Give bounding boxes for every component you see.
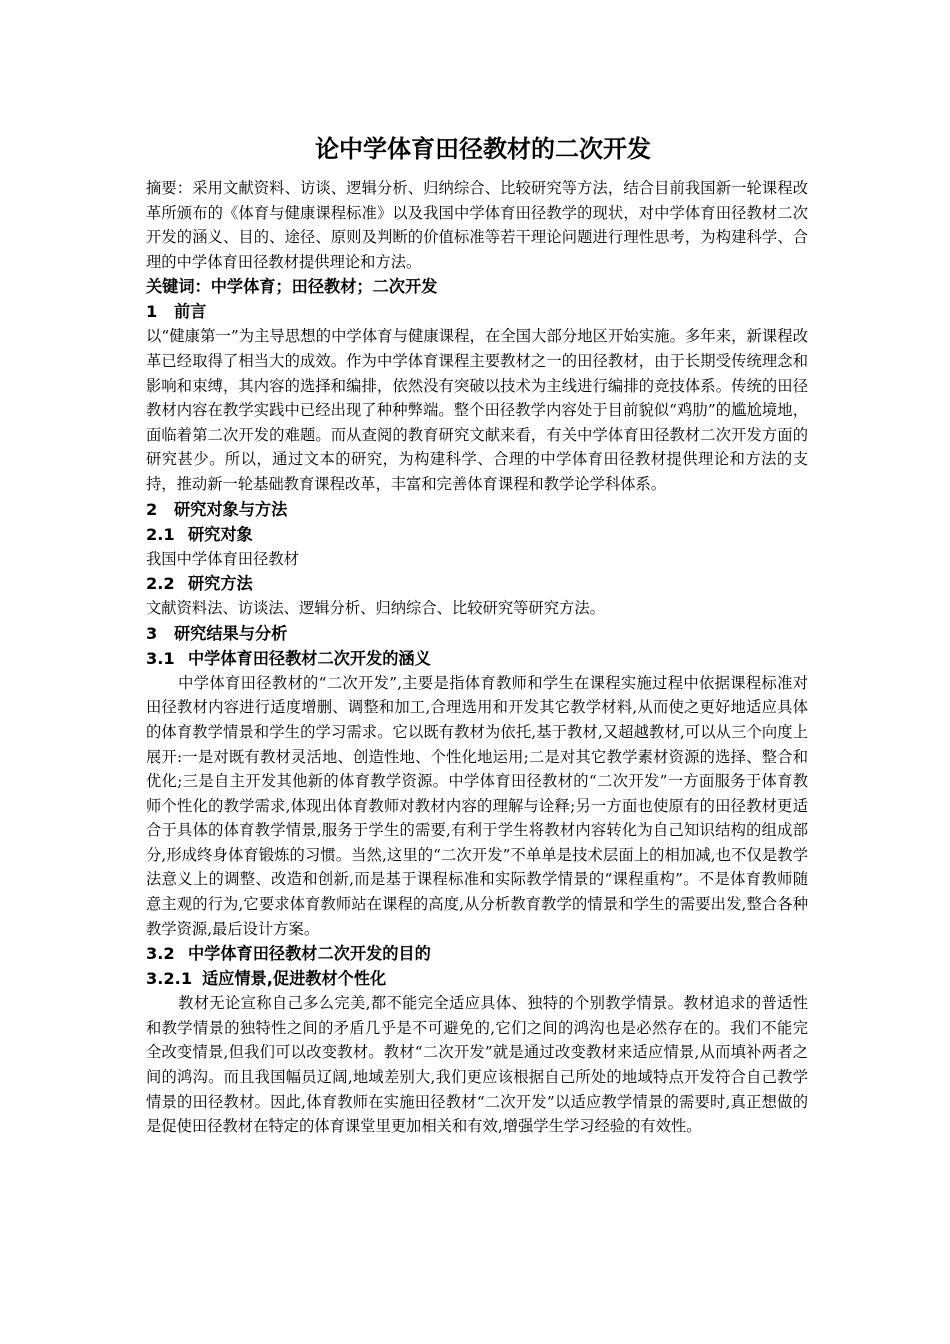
section-number: 3.2.1 (146, 969, 193, 989)
section-title: 适应情景,促进教材个性化 (202, 969, 387, 989)
section-2-2-heading (146, 571, 808, 596)
section-2-2-text: 文献资料法、访谈法、逻辑分析、归纳综合、比较研究等研究方法。 (146, 599, 605, 618)
section-title: 中学体育田径教材二次开发的目的 (188, 944, 431, 964)
section-3-2-1-heading (146, 966, 808, 991)
section-title: 研究对象 (188, 524, 253, 544)
section-2-1-text: 我国中学体育田径教材 (146, 549, 299, 568)
abstract: 摘要：采用文献资料、访谈、逻辑分析、归纳综合、比较研究等方法，结合目前我国新一轮课程改革所颁布的《体育与健康课程标准》以及我国中学体育田径教学的现状，对中学体育田径教材二次开发的涵义、目的、途径、原则及判断的价值标准等若干理论问题进行理性思考，为构建科学、合理的中学体育田径教材提供理论和方法。 (146, 179, 808, 271)
section-3-1-heading (146, 646, 808, 671)
section-title: 前言 (174, 302, 207, 322)
section-title: 研究结果与分析 (174, 623, 288, 643)
section-2-1-heading (146, 522, 808, 547)
section-number: 2.2 (146, 574, 175, 594)
section-title: 研究对象与方法 (174, 499, 288, 519)
document-body (146, 126, 808, 1139)
section-1-heading (146, 299, 808, 324)
section-number: 3.2 (146, 944, 175, 964)
section-number: 3.1 (146, 648, 175, 668)
section-3-2-1-text: 教材无论宣称自己多么完美,都不能完全适应具体、独特的个别教学情景。教材追求的普适性和教学情景的独特性之间的矛盾几乎是不可避免的,它们之间的鸿沟也是必然存在的。我们不能完全改变情景,但我们可以改变教材。教材“二次开发”就是通过改变教材来适应情景,从而填补两者之间的鸿沟。而且我国幅员辽阔,地域差别大,我们更应该根据自己所处的地域特点开发符合自己教学情景的田径教材。因此,体育教师在实施田径教材“二次开发”以适应教学情景的需要时,真正想做的是促使田径教材在特定的体育课堂里更加相关和有效,增强学生学习经验的有效性。 (146, 994, 808, 1136)
section-3-2-heading (146, 941, 808, 966)
section-1-text: 以“健康第一”为主导思想的中学体育与健康课程，在全国大部分地区开始实施。多年来，新课程改革已经取得了相当大的成效。作为中学体育课程主要教材之一的田径教材，由于长期受传统理念和影响和束缚，其内容的选择和编排，依然没有突破以技术为主线进行编排的竞技体系。传统的田径教材内容在教学实践中已经出现了种种弊端。整个田径教学内容处于目前貌似“鸡肋”的尴尬境地，面临着第二次开发的难题。而从查阅的教育研究文献来看，有关中学体育田径教材二次开发方面的研究甚少。所以，通过文本的研究，为构建科学、合理的中学体育田径教材提供理论和方法的支持，推动新一轮基础教育课程改革，丰富和完善体育课程和教学论学科体系。 (146, 327, 808, 493)
section-3-1-text: 中学体育田径教材的“二次开发”,主要是指体育教师和学生在课程实施过程中依据课程标准对田径教材内容进行适度增删、调整和加工,合理选用和开发其它教学材料,从而使之更好地适应具体的体育教学情景和学生的学习需求。它以既有教材为依托,基于教材,又超越教材,可以从三个向度上展开:一是对既有教材灵活地、创造性地、个性化地运用;二是对其它教学素材资源的选择、整合和优化;三是自主开发其他新的体育教学资源。中学体育田径教材的“二次开发”一方面服务于体育教师个性化的教学需求,体现出体育教师对教材内容的理解与诠释;另一方面也使原有的田径教材更适合于具体的体育教学情景,服务于学生的需要,有利于学生将教材内容转化为自己知识结构的组成部分,形成终身体育锻炼的习惯。当然,这里的“二次开发”不单单是技术层面上的相加减,也不仅是教学法意义上的调整、改造和创新,而是基于课程标准和实际教学情景的“课程重构”。不是体育教师随意主观的行为,它要求体育教师站在课程的高度,从分析教育教学的情景和学生的需要出发,整合各种教学资源,最后设计方案。 (146, 673, 808, 938)
section-3-heading (146, 621, 808, 646)
document-title: 论中学体育田径教材的二次开发 (315, 135, 651, 163)
keywords: 关键词：中学体育；田径教材；二次开发 (146, 277, 438, 297)
section-number: 2.1 (146, 524, 175, 544)
section-title: 研究方法 (188, 574, 253, 594)
section-number: 2 (146, 499, 158, 519)
section-title: 中学体育田径教材二次开发的涵义 (188, 648, 431, 668)
section-number: 3 (146, 623, 158, 643)
section-2-heading (146, 497, 808, 522)
section-number: 1 (146, 302, 158, 322)
